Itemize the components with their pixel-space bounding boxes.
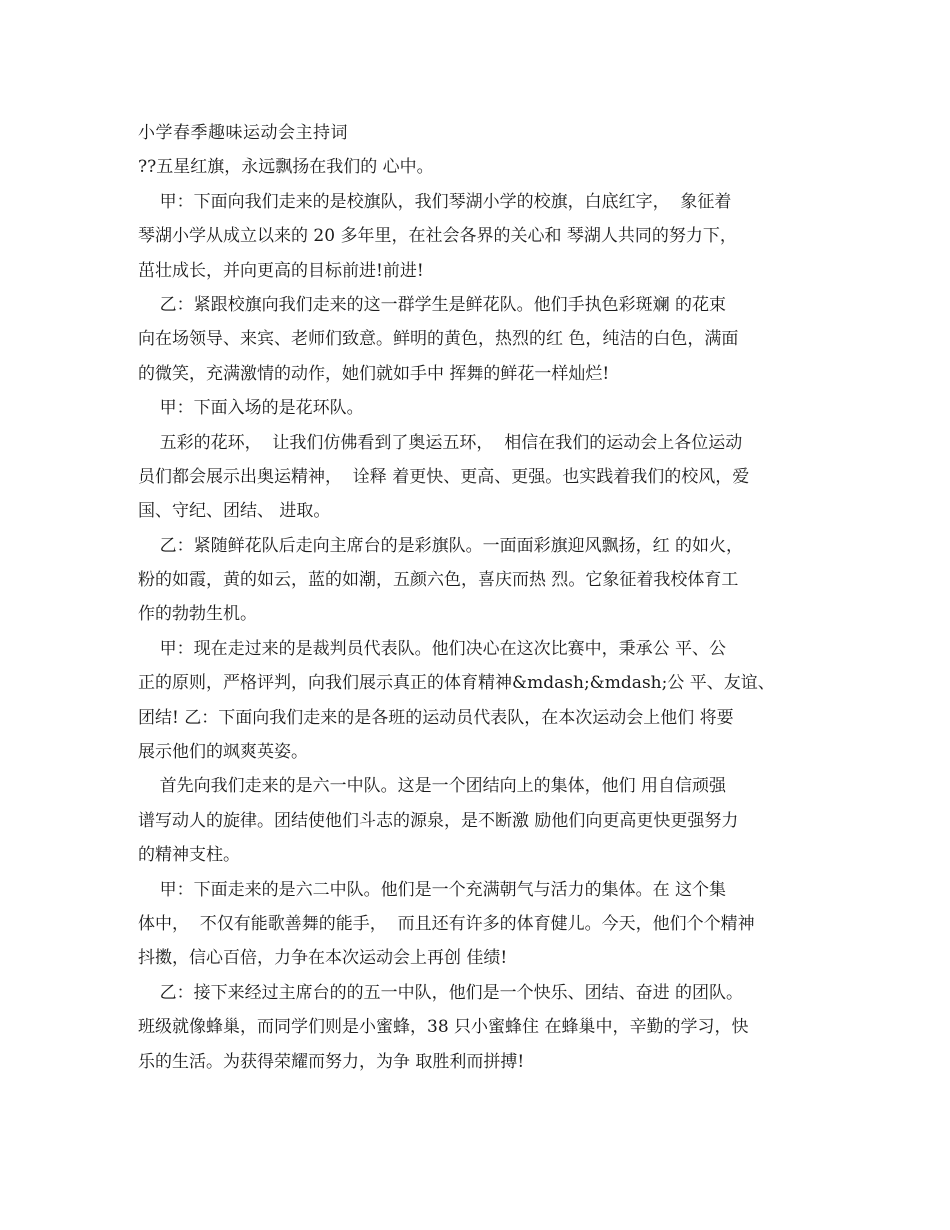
text-line: 琴湖小学从成立以来的 20 多年里，在社会各界的关心和 琴湖人共同的努力下，: [138, 226, 737, 247]
text-line: 五彩的花环， 让我们仿佛看到了奥运五环， 相信在我们的运动会上各位运动: [138, 432, 743, 453]
text-line: 茁壮成长，并向更高的目标前进!前进!: [138, 260, 424, 281]
text-line: 的微笑，充满激情的动作，她们就如手中 挥舞的鲜花一样灿烂!: [138, 363, 610, 384]
text-line: 团结! 乙：下面向我们走来的是各班的运动员代表队，在本次运动会上他们 将要: [138, 707, 734, 728]
text-line: 粉的如霞，黄的如云，蓝的如潮，五颜六色，喜庆而热 烈。它象征着我校体育工: [138, 570, 739, 591]
text-line: 班级就像蜂巢，而同学们则是小蜜蜂，38 只小蜜蜂住 在蜂巢中，辛勤的学习，快: [138, 1017, 749, 1038]
text-line: 乙：紧随鲜花队后走向主席台的是彩旗队。一面面彩旗迎风飘扬，红 的如火，: [138, 535, 744, 556]
text-line: 甲：下面向我们走来的是校旗队，我们琴湖小学的校旗，白底红字， 象征着: [138, 191, 732, 212]
text-line: 甲：现在走过来的是裁判员代表队。他们决心在这次比赛中，秉承公 平、公: [138, 638, 727, 659]
text-line: 乙：紧跟校旗向我们走来的这一群学生是鲜花队。他们手执色彩斑斓 的花束: [138, 294, 727, 315]
text-line: 的精神支柱。: [138, 845, 240, 866]
text-line: 向在场领导、来宾、老师们致意。鲜明的黄色，热烈的红 色，纯洁的白色，满面: [138, 329, 739, 350]
document-title: 小学春季趣味运动会主持词: [138, 123, 348, 143]
text-line: 谱写动人的旋律。团结使他们斗志的源泉，是不断激 励他们向更高更快更强努力: [138, 810, 739, 831]
text-line: 正的原则，严格评判，向我们展示真正的体育精神&mdash;&mdash;公 平、友谊、: [138, 673, 775, 694]
text-line: 乙：接下来经过主席台的的五一中队，他们是一个快乐、团结、奋进 的团队。: [138, 982, 744, 1003]
text-line: 体中， 不仅有能歌善舞的能手， 而且还有许多的体育健儿。今天，他们个个精神: [138, 913, 755, 934]
text-line: 甲：下面走来的是六二中队。他们是一个充满朝气与活力的集体。在 这个集: [138, 879, 727, 900]
text-line: 抖擞，信心百倍，力争在本次运动会上再创 佳绩!: [138, 948, 508, 969]
text-line: ??五星红旗，永远飘扬在我们的 心中。: [138, 157, 434, 178]
text-line: 甲：下面入场的是花环队。: [138, 398, 364, 419]
text-line: 作的勃勃生机。: [138, 604, 257, 625]
text-line: 首先向我们走来的是六一中队。这是一个团结向上的集体，他们 用自信顽强: [138, 776, 727, 797]
text-line: 展示他们的飒爽英姿。: [138, 742, 308, 763]
text-line: 员们都会展示出奥运精神， 诠释 着更快、更高、更强。也实践着我们的校风，爱: [138, 466, 750, 487]
text-line: 国、守纪、团结、 进取。: [138, 501, 331, 522]
text-line: 乐的生活。为获得荣耀而努力，为争 取胜利而拼搏!: [138, 1051, 525, 1072]
document-body: [138, 116, 828, 1079]
